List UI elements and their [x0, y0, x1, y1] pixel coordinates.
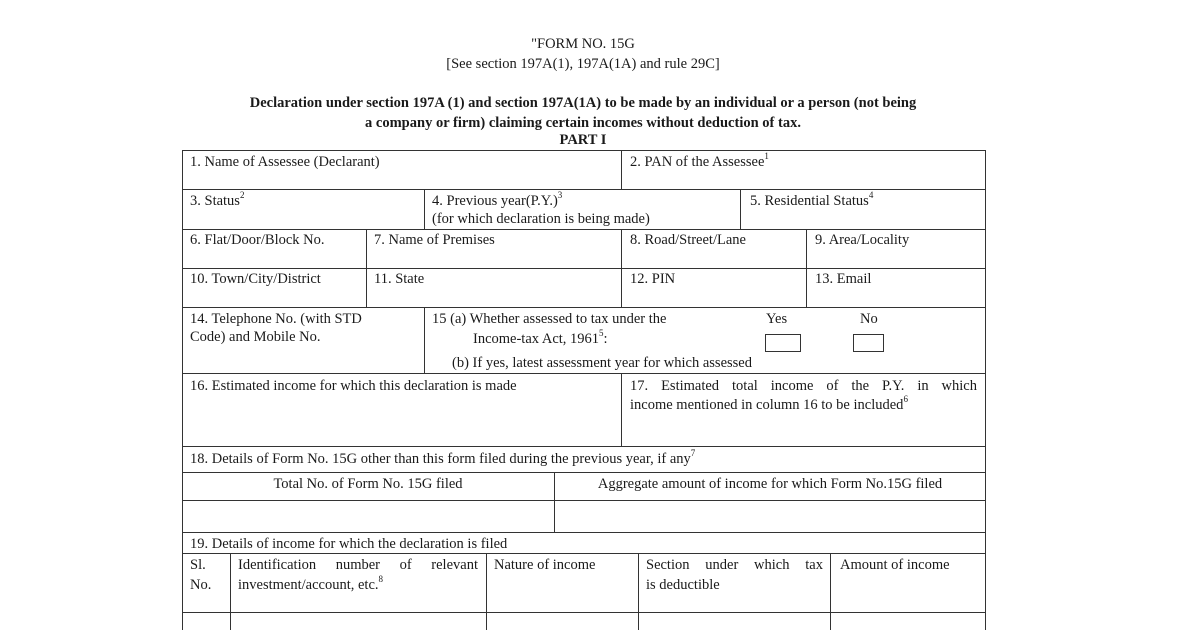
col-divider	[806, 229, 807, 307]
field-15a-label-2: Income-tax Act, 1961$^5$:	[473, 328, 608, 347]
field-12-pin-label: 12. PIN	[630, 271, 676, 287]
row-divider	[182, 500, 986, 501]
form-title: "FORM NO. 15G	[531, 36, 635, 52]
table-border	[182, 150, 986, 151]
row-divider	[182, 189, 986, 190]
row-divider	[182, 307, 986, 308]
col-sl-no-2: No.	[190, 577, 212, 593]
row-divider	[182, 373, 986, 374]
row-divider	[182, 553, 986, 554]
table-border	[985, 150, 986, 630]
no-checkbox[interactable]	[853, 334, 884, 352]
declaration-line-2: a company or firm) claiming certain incomes without deduction of tax.	[365, 115, 801, 131]
field-18-col-total: Total No. of Form No. 15G filed	[273, 476, 463, 492]
field-17-label: 17. Estimated total income of the P.Y. in which	[630, 378, 977, 394]
col-divider	[366, 229, 367, 307]
row-divider	[182, 446, 986, 447]
field-7-premises-label: 7. Name of Premises	[374, 232, 495, 248]
col-sl-no: Sl.	[190, 557, 206, 573]
no-label: No	[860, 311, 878, 327]
field-3-status-label: 3. Status$^2$	[190, 190, 245, 209]
col-divider	[424, 307, 425, 373]
col-divider	[621, 373, 622, 446]
col-divider	[830, 553, 831, 630]
field-18-label: 18. Details of Form No. 15G other than this form filed during the previous year, if any$^7$	[190, 448, 696, 467]
form-subtitle: [See section 197A(1), 197A(1A) and rule 29C]	[446, 56, 720, 72]
col-identification: Identification number of relevant	[238, 557, 478, 573]
field-9-area-label: 9. Area/Locality	[815, 232, 910, 248]
field-14-telephone-label: 14. Telephone No. (with STD	[190, 311, 362, 327]
field-13-email-label: 13. Email	[815, 271, 872, 287]
row-divider	[182, 532, 986, 533]
col-section-2: is deductible	[646, 577, 720, 593]
declaration-line-1: Declaration under section 197A (1) and section 197A(1A) to be made by an individual or a person (not being	[249, 95, 917, 111]
col-divider	[424, 189, 425, 229]
field-11-state-label: 11. State	[374, 271, 425, 287]
field-15b-label: (b) If yes, latest assessment year for which assessed	[452, 355, 752, 371]
col-divider	[621, 229, 622, 307]
row-divider	[182, 612, 986, 613]
field-18-col-aggregate: Aggregate amount of income for which Form No.15G filed	[597, 476, 943, 492]
col-divider	[554, 472, 555, 532]
col-divider	[740, 189, 741, 229]
col-nature-of-income: Nature of income	[494, 557, 596, 573]
field-10-town-label: 10. Town/City/District	[190, 271, 321, 287]
field-14-telephone-label-2: Code) and Mobile No.	[190, 329, 321, 345]
col-divider	[621, 150, 622, 189]
field-4-note: (for which declaration is being made)	[432, 211, 650, 227]
field-2-pan-label: 2. PAN of the Assessee$^1$	[630, 151, 769, 170]
yes-checkbox[interactable]	[765, 334, 801, 352]
field-1-name-label: 1. Name of Assessee (Declarant)	[190, 154, 380, 170]
field-15a-label: 15 (a) Whether assessed to tax under the	[432, 311, 667, 327]
field-6-flat-label: 6. Flat/Door/Block No.	[190, 232, 325, 248]
col-identification-2: investment/account, etc.$^8$	[238, 574, 384, 593]
row-divider	[182, 472, 986, 473]
col-divider	[230, 553, 231, 630]
col-divider	[638, 553, 639, 630]
part-heading: PART I	[559, 132, 607, 148]
col-section: Section under which tax	[646, 557, 823, 573]
col-amount: Amount of income	[840, 557, 950, 573]
field-19-label: 19. Details of income for which the declaration is filed	[190, 536, 508, 552]
field-4-previous-year-label: 4. Previous $year(P.Y.)^3$	[432, 190, 563, 209]
yes-label: Yes	[766, 311, 788, 327]
field-17-label-2: income mentioned in column 16 to be included$^6$	[630, 394, 908, 413]
field-5-residential-status-label: 5. Residential Status$^4$	[750, 190, 874, 209]
field-8-road-label: 8. Road/Street/Lane	[630, 232, 746, 248]
table-border	[182, 150, 183, 630]
col-divider	[486, 553, 487, 630]
field-16-label: 16. Estimated income for which this declaration is made	[190, 378, 517, 394]
